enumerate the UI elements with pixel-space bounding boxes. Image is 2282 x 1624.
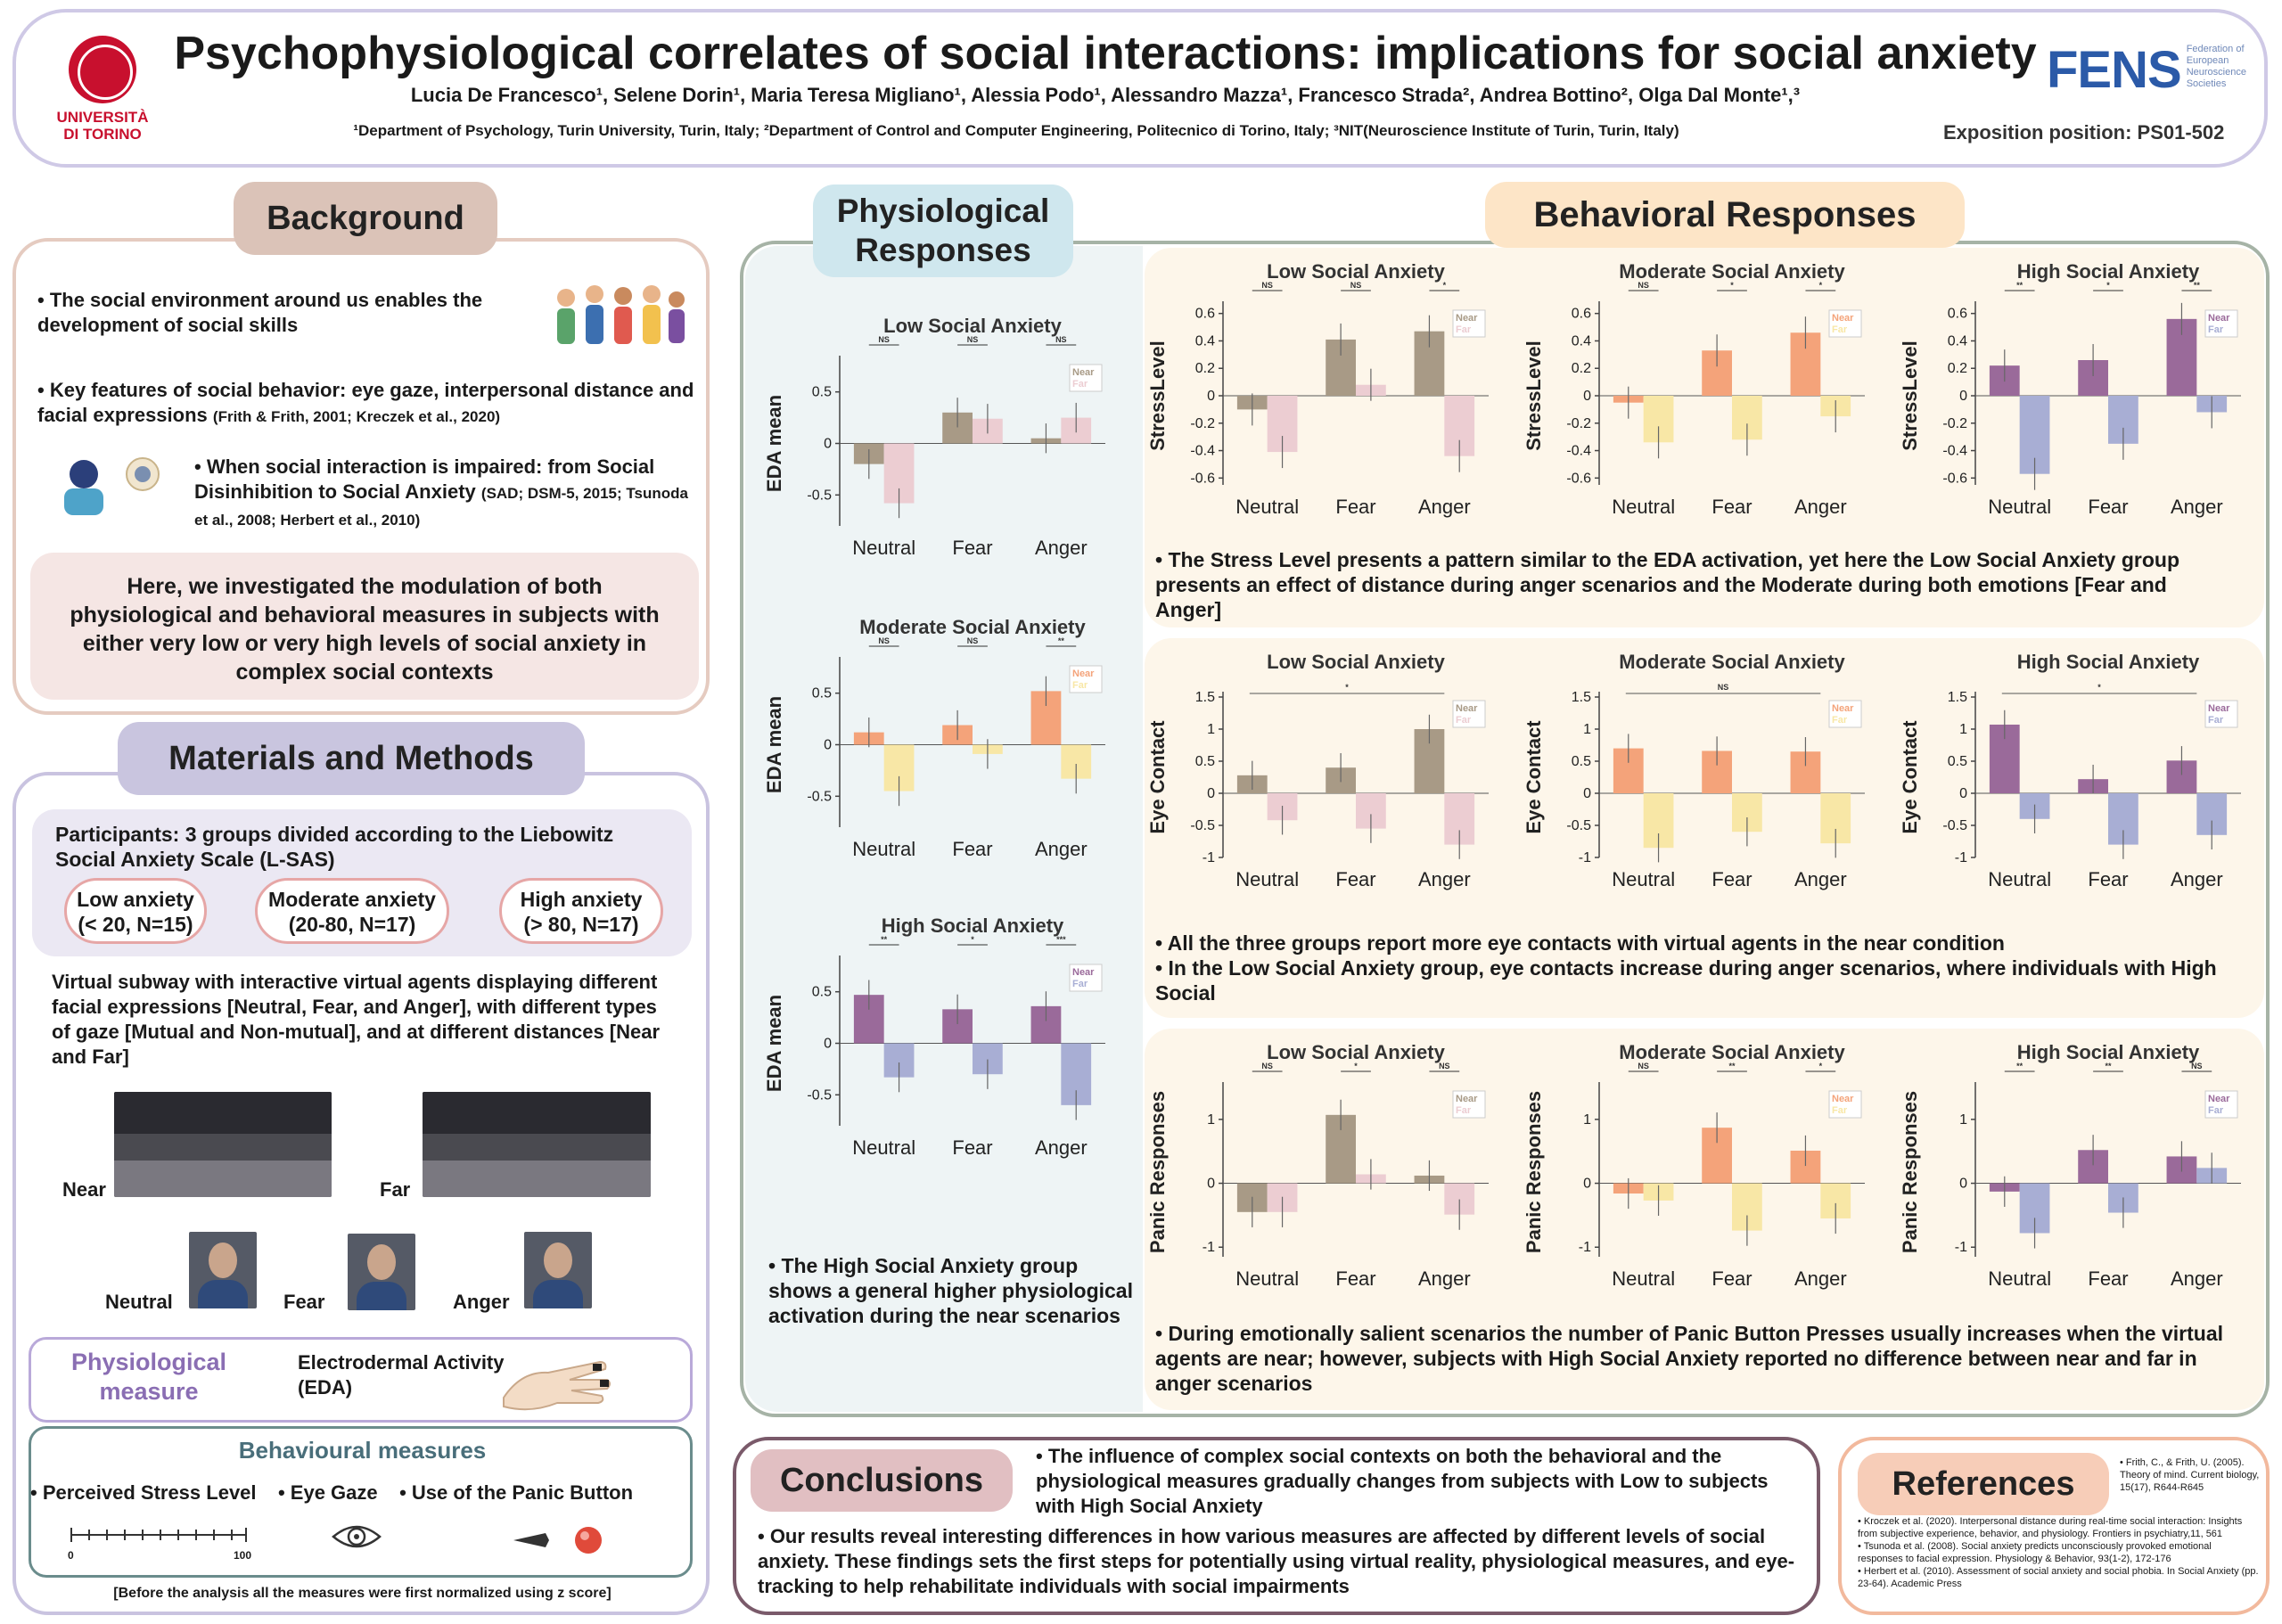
x-tick-label: Fear	[1712, 496, 1753, 518]
chart-eda-moderate	[758, 609, 1132, 881]
y-tick-label: -0.5	[1566, 818, 1591, 833]
significance-label: NS	[1439, 1062, 1450, 1070]
virtual-subway-description: Virtual subway with interactive virtual agents displaying different facial expressions [Neutral, Fear, and Anger], with different types of gaze [Mutual and Non-mutual], and at different distances [Near and Far]	[52, 971, 661, 1068]
significance-label: **	[2016, 1062, 2023, 1070]
y-tick-label: -0.5	[1942, 818, 1967, 833]
significance-label: *	[1354, 1062, 1358, 1070]
x-tick-label: Anger	[1034, 537, 1088, 559]
significance-label: *	[1730, 281, 1734, 290]
y-tick-label: -0.2	[1190, 415, 1215, 431]
chart-title: High Social Anxiety	[2016, 651, 2200, 673]
scale-max: 100	[234, 1549, 252, 1562]
significance-label: *	[1818, 1062, 1823, 1070]
chart-title: Moderate Social Anxiety	[1619, 651, 1845, 673]
x-tick-label: Anger	[1034, 1136, 1088, 1159]
y-tick-label: 0.4	[1947, 333, 1967, 349]
y-axis-label: Eye Contact	[1899, 720, 1921, 834]
y-axis-label: StressLevel	[1146, 340, 1169, 451]
y-tick-label: -1	[1578, 1240, 1591, 1256]
significance-label: **	[1057, 636, 1064, 645]
chart-title: High Social Anxiety	[2016, 260, 2200, 283]
eye-gaze-icon	[330, 1517, 383, 1556]
study-aim: Here, we investigated the modulation of both physiological and behavioral measures in subjects with either very low or very high levels of social anxiety in complex social contexts	[30, 553, 699, 700]
y-axis-label: EDA mean	[763, 695, 785, 794]
significance-label: **	[1728, 1062, 1736, 1070]
chart-title: Low Social Anxiety	[883, 315, 1062, 337]
background-bullet-3	[194, 455, 694, 533]
y-tick-label: 0.6	[1194, 306, 1215, 322]
participants-text: Participants: 3 groups divided according to the Liebowitz Social Anxiety Scale (L-SAS)	[55, 823, 614, 871]
chart-panic-high	[1893, 1034, 2268, 1310]
legend-entry: Near	[1832, 313, 1854, 324]
y-tick-label: 0	[1959, 389, 1967, 404]
y-tick-label: 1	[1959, 1111, 1967, 1128]
y-tick-label: -0.6	[1942, 471, 1967, 487]
x-tick-label: Neutral	[1612, 1267, 1676, 1290]
legend-entry: Far	[1832, 715, 1848, 726]
affiliations: ¹Department of Psychology, Turin University, Turin, Italy; ²Department of Control and Computer Engineering, Politecnico di Torino, Italy; ³NIT(Neuroscience Institute of Turin, Turin, Italy)	[353, 122, 1679, 139]
significance-label: NS	[1055, 335, 1067, 344]
y-tick-label: 0	[824, 436, 832, 452]
legend-entry: Far	[1072, 680, 1088, 691]
people-group-icon	[539, 278, 691, 358]
y-tick-label: 0	[1207, 786, 1215, 801]
chart-stress-high	[1893, 253, 2268, 538]
y-axis-label: Panic Responses	[1899, 1090, 1921, 1254]
significance-label: *	[1818, 281, 1823, 290]
authors: Lucia De Francesco¹, Selene Dorin¹, Maria Teresa Migliano¹, Alessia Podo¹, Alessandro Mazza¹, Francesco Strada², Andrea Bottino², Olga Dal Monte¹,³	[410, 84, 1801, 106]
legend-entry: Near	[1456, 703, 1478, 714]
significance-label: **	[881, 935, 888, 944]
y-tick-label: 0.5	[811, 685, 832, 701]
significance-label: NS	[1638, 1062, 1649, 1070]
panic-finding: • During emotionally salient scenarios the number of Panic Button Presses usually increases when the virtual agents are near; however, subjects with High Social Anxiety reported no difference between near and far in anger scenarios	[1155, 1322, 2223, 1395]
university-name: UNIVERSITÀ DI TORINO	[56, 109, 149, 143]
chart-panic-low	[1141, 1034, 1515, 1310]
significance-label: *	[971, 935, 974, 944]
anger-label: Anger	[453, 1291, 510, 1313]
significance-label: **	[2193, 281, 2200, 290]
significance-label: *	[2097, 683, 2101, 692]
x-tick-label: Neutral	[1988, 496, 2052, 518]
x-tick-label: Anger	[1794, 1267, 1847, 1290]
chart-title: Low Social Anxiety	[1267, 260, 1445, 283]
x-tick-label: Anger	[2170, 496, 2223, 518]
y-axis-label: EDA mean	[763, 994, 785, 1093]
chart-title: High Social Anxiety	[881, 915, 1064, 937]
chart-title: Moderate Social Anxiety	[859, 616, 1086, 638]
x-tick-label: Anger	[1417, 868, 1471, 890]
significance-label: *	[2106, 281, 2110, 290]
neutral-face-image	[189, 1232, 257, 1308]
chart-title: High Social Anxiety	[2016, 1041, 2200, 1063]
significance-label: NS	[2191, 1062, 2203, 1070]
x-tick-label: Fear	[1335, 1267, 1376, 1290]
university-logo	[53, 36, 152, 143]
near-label: Near	[62, 1178, 106, 1201]
fear-face-image	[348, 1234, 415, 1310]
background-bullet-3-cite: (SAD; DSM-5, 2015; Tsunoda et al., 2008; Herbert et al., 2010)	[194, 485, 688, 529]
legend-entry: Near	[2208, 703, 2230, 714]
y-tick-label: 1	[1207, 1111, 1215, 1128]
y-tick-label: 1.5	[1571, 690, 1591, 705]
fear-label: Fear	[283, 1291, 325, 1313]
background-bullet-2	[37, 378, 697, 430]
conclusion-bullet-1: • The influence of complex social contexts on both the behavioral and the physiological measures gradually changes from subjects with Low to subjects with High Social Anxiety	[1036, 1445, 1769, 1517]
y-tick-label: 0	[1959, 1176, 1967, 1192]
neutral-label: Neutral	[105, 1291, 173, 1313]
significance-label: NS	[878, 636, 890, 645]
y-tick-label: -0.4	[1942, 443, 1967, 459]
x-tick-label: Neutral	[1988, 1267, 2052, 1290]
y-tick-label: 0.5	[1194, 754, 1215, 769]
x-tick-label: Anger	[1034, 838, 1088, 860]
y-tick-label: 1	[1583, 1111, 1591, 1128]
y-tick-label: -0.4	[1190, 443, 1215, 459]
eye-contact-finding-1: • All the three groups report more eye contacts with virtual agents in the near condition	[1155, 931, 2005, 955]
y-tick-label: 0	[1583, 786, 1591, 801]
y-axis-label: Eye Contact	[1146, 720, 1169, 834]
group-moderate-anxiety: Moderate anxiety (20-80, N=17)	[255, 878, 449, 944]
scale-min: 0	[68, 1549, 74, 1562]
y-tick-label: 0	[1583, 389, 1591, 404]
behavioural-measures-list: • Perceived Stress Level • Eye Gaze • Use of the Panic Button	[30, 1481, 634, 1504]
significance-label: *	[1442, 281, 1447, 290]
x-tick-label: Anger	[2170, 1267, 2223, 1290]
physiological-heading: Physiological Responses	[813, 185, 1073, 277]
x-tick-label: Fear	[2088, 1267, 2129, 1290]
normalization-note: [Before the analysis all the measures were first normalized using z score]	[113, 1586, 612, 1601]
significance-label: NS	[878, 335, 890, 344]
chart-eye-high	[1893, 644, 2268, 911]
chart-stress-moderate	[1517, 253, 1892, 538]
y-tick-label: 0.2	[1571, 361, 1591, 377]
x-tick-label: Neutral	[1988, 868, 2052, 890]
x-tick-label: Fear	[2088, 496, 2129, 518]
university-seal-icon	[69, 36, 136, 103]
chart-eye-moderate	[1517, 644, 1892, 911]
y-tick-label: 0.4	[1571, 333, 1591, 349]
y-tick-label: 0	[824, 737, 832, 753]
y-tick-label: 0.4	[1194, 333, 1215, 349]
reference-item: • Herbert et al. (2010). Assessment of social anxiety and social phobia. In Social Anxiety (pp. 23-64). Academic Press	[1858, 1566, 2259, 1589]
y-tick-label: 0.2	[1947, 361, 1967, 377]
y-tick-label: -0.6	[1566, 471, 1591, 487]
significance-label: NS	[1717, 683, 1729, 692]
y-tick-label: -1	[1202, 1240, 1215, 1256]
x-tick-label: Anger	[1794, 868, 1847, 890]
far-scene-image	[423, 1092, 651, 1197]
x-tick-label: Neutral	[852, 838, 916, 860]
y-tick-label: 0	[1207, 389, 1215, 404]
anger-face-image	[524, 1232, 592, 1308]
y-tick-label: 0.5	[1947, 754, 1967, 769]
x-tick-label: Fear	[1712, 868, 1753, 890]
chart-eda-low	[758, 308, 1132, 579]
significance-label: NS	[1261, 1062, 1273, 1070]
physiological-finding: • The High Social Anxiety group shows a general higher physiological activation during the near scenarios	[768, 1254, 1133, 1327]
y-tick-label: -0.5	[1190, 818, 1215, 833]
fens-logo	[2047, 40, 2261, 100]
legend-entry: Near	[1456, 1094, 1478, 1104]
stress-finding: • The Stress Level presents a pattern similar to the EDA activation, yet here the Low Social Anxiety group presents an effect of distance during anger scenarios and the Moderate during both emotions [Fear and Anger]	[1155, 548, 2179, 621]
chart-eda-high	[758, 907, 1132, 1179]
y-tick-label: 0	[824, 1036, 832, 1052]
y-axis-label: EDA mean	[763, 394, 785, 493]
x-tick-label: Anger	[1417, 1267, 1471, 1290]
significance-label: **	[2105, 1062, 2112, 1070]
legend-entry: Far	[1072, 979, 1088, 989]
background-heading: Background	[234, 182, 497, 255]
legend-entry: Far	[2208, 715, 2224, 726]
y-tick-label: 1.5	[1194, 690, 1215, 705]
chart-title: Low Social Anxiety	[1267, 651, 1445, 673]
x-tick-label: Fear	[1712, 1267, 1753, 1290]
conclusions-heading: Conclusions	[751, 1449, 1013, 1512]
y-axis-label: StressLevel	[1523, 340, 1545, 451]
fens-fullname: Federation of European Neuroscience Societies	[2186, 44, 2246, 89]
y-tick-label: -0.4	[1566, 443, 1591, 459]
y-axis-label: StressLevel	[1899, 340, 1921, 451]
legend-entry: Near	[2208, 313, 2230, 324]
legend-entry: Far	[2208, 324, 2224, 335]
conclusion-bullet-2: • Our results reveal interesting differences in how various measures are affected by different levels of social anxiety. These findings sets the first steps for potentially using virtual reality, physiological measures, and eye-tracking to help rehabilitate individuals with social impairments	[758, 1525, 1795, 1597]
legend-entry: Near	[1832, 1094, 1854, 1104]
x-tick-label: Fear	[1335, 496, 1376, 518]
y-tick-label: 0.5	[811, 384, 832, 400]
y-tick-label: 0	[1207, 1176, 1215, 1192]
background-bullet-2-text: • Key features of social behavior: eye gaze, interpersonal distance and facial expressions	[37, 379, 694, 426]
reference-list	[1858, 1515, 2259, 1590]
y-axis-label: Panic Responses	[1146, 1090, 1169, 1254]
x-tick-label: Neutral	[1612, 868, 1676, 890]
y-axis-label: Eye Contact	[1523, 720, 1545, 834]
x-tick-label: Neutral	[852, 537, 916, 559]
x-tick-label: Anger	[2170, 868, 2223, 890]
eda-label: Electrodermal Activity (EDA)	[298, 1351, 505, 1398]
physiological-measure-title: Physiological measure	[70, 1349, 227, 1405]
y-tick-label: -1	[1954, 850, 1967, 865]
chart-title: Moderate Social Anxiety	[1619, 1041, 1845, 1063]
chart-panic-moderate	[1517, 1034, 1892, 1310]
legend-entry: Far	[1832, 1105, 1848, 1116]
legend-entry: Far	[1072, 379, 1088, 390]
x-tick-label: Fear	[952, 1136, 993, 1159]
x-tick-label: Fear	[952, 537, 993, 559]
significance-label: NS	[1350, 281, 1362, 290]
behavioral-heading: Behavioral Responses	[1485, 182, 1965, 248]
background-bullet-3-text: • When social interaction is impaired: from Social Disinhibition to Social Anxiety	[194, 455, 655, 503]
y-axis-label: Panic Responses	[1523, 1090, 1545, 1254]
x-tick-label: Neutral	[1235, 1267, 1300, 1290]
legend-entry: Far	[1456, 324, 1472, 335]
group-high-anxiety: High anxiety (> 80, N=17)	[499, 878, 663, 944]
x-tick-label: Neutral	[1612, 496, 1676, 518]
y-tick-label: 1.5	[1947, 690, 1967, 705]
y-tick-label: 0	[1959, 786, 1967, 801]
chart-eye-low	[1141, 644, 1515, 911]
y-tick-label: 0.2	[1194, 361, 1215, 377]
y-tick-label: 0.6	[1571, 306, 1591, 322]
behavioural-measures-title: Behavioural measures	[238, 1437, 487, 1464]
fens-wordmark: FENS	[2047, 41, 2181, 99]
x-tick-label: Anger	[1417, 496, 1471, 518]
y-tick-label: 0.6	[1947, 306, 1967, 322]
methods-heading: Materials and Methods	[118, 722, 585, 795]
x-tick-label: Neutral	[852, 1136, 916, 1159]
x-tick-label: Neutral	[1235, 496, 1300, 518]
significance-label: NS	[966, 636, 979, 645]
x-tick-label: Anger	[1794, 496, 1847, 518]
significance-label: *	[1345, 683, 1349, 692]
legend-entry: Near	[2208, 1094, 2230, 1104]
reference-1: • Frith, C., & Frith, U. (2005). Theory of mind. Current biology, 15(17), R644-R645	[2120, 1457, 2260, 1493]
legend-entry: Near	[1072, 967, 1095, 978]
y-tick-label: -1	[1954, 1240, 1967, 1256]
y-tick-label: 0	[1583, 1176, 1591, 1192]
significance-label: NS	[1638, 281, 1649, 290]
legend-entry: Far	[1456, 1105, 1472, 1116]
legend-entry: Far	[1456, 715, 1472, 726]
legend-entry: Near	[1072, 367, 1095, 378]
legend-entry: Far	[2208, 1105, 2224, 1116]
background-bullet-1: • The social environment around us enables the development of social skills	[37, 289, 483, 336]
exposition-position: Exposition position: PS01-502	[1943, 121, 2225, 144]
chart-title: Low Social Anxiety	[1267, 1041, 1445, 1063]
legend-entry: Near	[1456, 313, 1478, 324]
y-tick-label: -1	[1202, 850, 1215, 865]
thinking-person-icon	[55, 453, 162, 517]
y-tick-label: 0.5	[811, 984, 832, 1000]
chart-stress-low	[1141, 253, 1515, 538]
y-tick-label: -0.5	[807, 488, 832, 504]
panic-button-icon	[510, 1522, 608, 1558]
hand-electrodes-icon	[495, 1344, 620, 1415]
y-tick-label: 1	[1583, 722, 1591, 737]
references-heading: References	[1858, 1453, 2109, 1515]
eye-contact-finding-2: • In the Low Social Anxiety group, eye contacts increase during anger scenarios, where individuals with High Social	[1155, 956, 2217, 1005]
reference-item: • Kroczek et al. (2020). Interpersonal distance during real-time social interaction: Insights from subjective experience, behavior, and physiology. Frontiers in psychiatry,11, 561	[1858, 1516, 2243, 1539]
y-tick-label: -0.2	[1566, 415, 1591, 431]
far-label: Far	[380, 1178, 411, 1201]
significance-label: NS	[1261, 281, 1273, 290]
reference-item: • Tsunoda et al. (2008). Social anxiety predicts unconsciously provoked emotional responses to facial expression. Physiology & Behavior, 93(1-2), 172-176	[1858, 1541, 2212, 1564]
significance-label: ***	[1056, 935, 1066, 944]
chart-title: Moderate Social Anxiety	[1619, 260, 1845, 283]
near-scene-image	[114, 1092, 332, 1197]
significance-label: **	[2016, 281, 2023, 290]
poster-title: Psychophysiological correlates of social interactions: implications for social anxiety	[174, 28, 2037, 79]
y-tick-label: 0.5	[1571, 754, 1591, 769]
group-low-anxiety: Low anxiety (< 20, N=15)	[64, 878, 207, 944]
x-tick-label: Fear	[952, 838, 993, 860]
y-tick-label: 1	[1207, 722, 1215, 737]
y-tick-label: -0.6	[1190, 471, 1215, 487]
x-tick-label: Fear	[1335, 868, 1376, 890]
y-tick-label: -1	[1578, 850, 1591, 865]
legend-entry: Near	[1072, 668, 1095, 679]
y-tick-label: 1	[1959, 722, 1967, 737]
x-tick-label: Neutral	[1235, 868, 1300, 890]
legend-entry: Near	[1832, 703, 1854, 714]
background-bullet-2-cite: (Frith & Frith, 2001; Kreczek et al., 2020)	[212, 408, 501, 425]
legend-entry: Far	[1832, 324, 1848, 335]
significance-label: NS	[966, 335, 979, 344]
y-tick-label: -0.5	[807, 1087, 832, 1103]
y-tick-label: -0.5	[807, 789, 832, 805]
y-tick-label: -0.2	[1942, 415, 1967, 431]
x-tick-label: Fear	[2088, 868, 2129, 890]
